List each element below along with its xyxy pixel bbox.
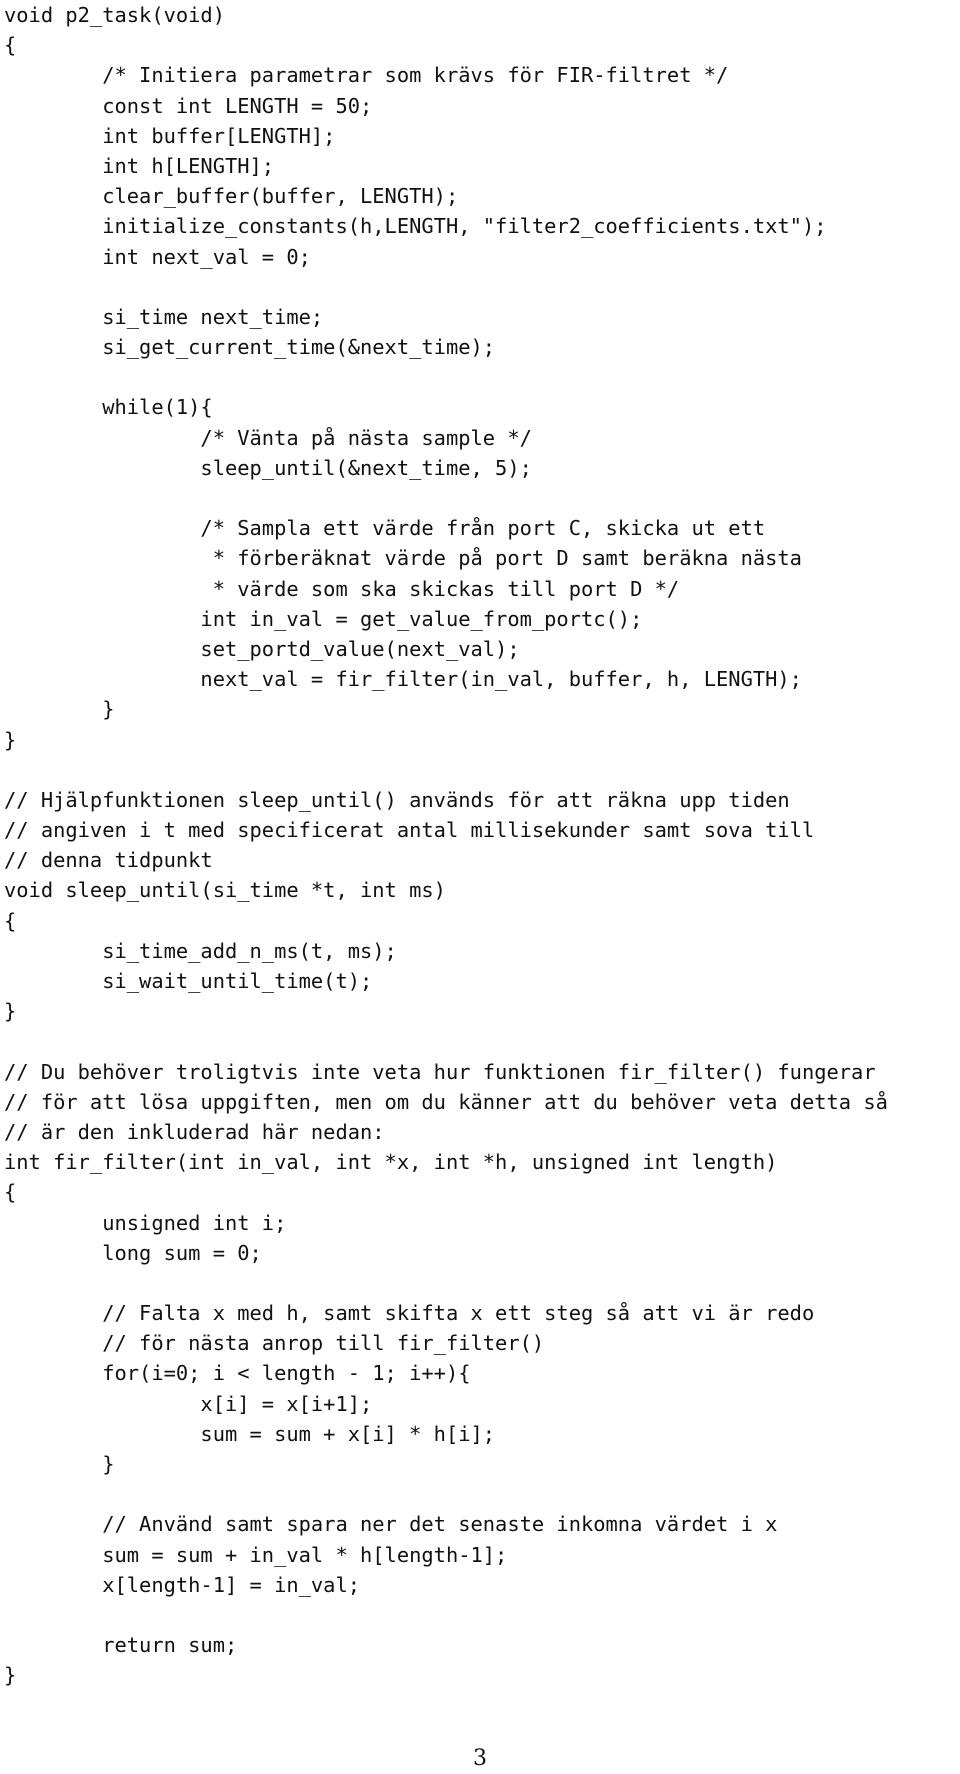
code-line <box>4 755 888 785</box>
code-line: initialize_constants(h,LENGTH, "filter2_coefficients.txt"); <box>4 214 827 239</box>
code-line: // denna tidpunkt <box>4 848 213 873</box>
code-line <box>4 272 888 302</box>
code-line: // för att lösa uppgiften, men om du känner att du behöver veta detta så <box>4 1089 888 1114</box>
code-line: si_time next_time; <box>4 304 324 329</box>
code-listing <box>4 0 888 1691</box>
code-line: int h[LENGTH]; <box>4 153 275 178</box>
code-line: sum = sum + in_val * h[length-1]; <box>4 1542 508 1567</box>
page-number: 3 <box>473 1746 487 1771</box>
code-line: si_wait_until_time(t); <box>4 969 373 993</box>
code-line: int fir_filter(int in_val, int *x, int *h, unsigned int length) <box>4 1150 778 1175</box>
code-line: unsigned int i; <box>4 1210 287 1235</box>
code-line: for(i=0; i < length - 1; i++){ <box>4 1361 471 1386</box>
code-line: // är den inkluderad här nedan: <box>4 1119 385 1144</box>
code-line: // Hjälpfunktionen sleep_until() används för att räkna upp tiden <box>4 787 790 812</box>
code-line: next_val = fir_filter(in_val, buffer, h, LENGTH); <box>4 667 802 692</box>
code-line <box>4 1268 888 1298</box>
code-line: /* Initiera parametrar som krävs för FIR-filtret */ <box>4 63 729 88</box>
code-line: clear_buffer(buffer, LENGTH); <box>4 184 459 209</box>
code-line: while(1){ <box>4 395 213 420</box>
code-line: si_time_add_n_ms(t, ms); <box>4 938 397 963</box>
code-line: { <box>4 33 17 58</box>
code-line: * värde som ska skickas till port D */ <box>4 576 680 601</box>
code-line <box>4 1600 888 1630</box>
code-line: int next_val = 0; <box>4 244 311 269</box>
code-line: si_get_current_time(&next_time); <box>4 335 496 360</box>
code-line: void sleep_until(si_time *t, int ms) <box>4 878 446 903</box>
code-line: /* Vänta på nästa sample */ <box>4 425 532 450</box>
code-line <box>4 483 888 513</box>
code-line: // för nästa anrop till fir_filter() <box>4 1331 545 1356</box>
code-line: set_portd_value(next_val); <box>4 636 520 661</box>
code-line: // Använd samt spara ner det senaste inkomna värdet i x <box>4 1512 778 1537</box>
code-line: // Du behöver troligtvis inte veta hur funktionen fir_filter() fungerar <box>4 1059 876 1084</box>
code-line: /* Sampla ett värde från port C, skicka ut ett <box>4 516 766 541</box>
code-line: void p2_task(void) <box>4 3 225 27</box>
code-line: long sum = 0; <box>4 1240 262 1265</box>
code-line: // angiven i t med specificerat antal millisekunder samt sova till <box>4 818 815 843</box>
code-line: } <box>4 697 115 722</box>
code-line: return sum; <box>4 1633 238 1658</box>
code-line: int in_val = get_value_from_portc(); <box>4 606 643 631</box>
code-line: { <box>4 1180 17 1205</box>
code-line: sleep_until(&next_time, 5); <box>4 455 532 480</box>
code-line: x[length-1] = in_val; <box>4 1572 361 1597</box>
code-line: x[i] = x[i+1]; <box>4 1391 373 1416</box>
code-line: sum = sum + x[i] * h[i]; <box>4 1421 496 1446</box>
code-line: } <box>4 727 17 752</box>
code-line <box>4 1026 888 1056</box>
code-line: const int LENGTH = 50; <box>4 93 373 118</box>
code-line: int buffer[LENGTH]; <box>4 123 336 148</box>
code-line: } <box>4 1663 17 1688</box>
code-line <box>4 362 888 392</box>
code-line: * förberäknat värde på port D samt beräkna nästa <box>4 546 802 571</box>
code-line <box>4 1479 888 1509</box>
code-line: { <box>4 908 17 933</box>
code-line: // Falta x med h, samt skifta x ett steg så att vi är redo <box>4 1301 815 1326</box>
code-line: } <box>4 999 17 1024</box>
code-line: } <box>4 1452 115 1476</box>
